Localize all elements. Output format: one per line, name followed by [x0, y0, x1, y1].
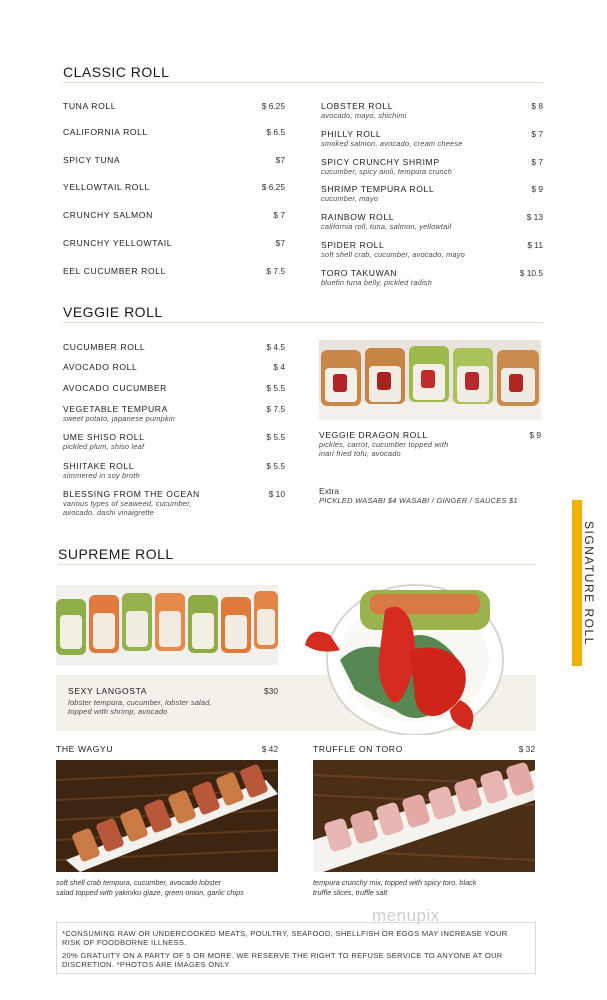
item-price: $ 7.5 — [266, 404, 285, 414]
item-price: $ 6.25 — [261, 101, 285, 111]
signature-roll-tab-bar — [572, 500, 582, 666]
notice-line: RISK OF FOODBORNE ILLNESS. — [62, 938, 187, 947]
item-price: $ 7 — [531, 157, 543, 167]
item-description: simmered in soy broth — [63, 471, 140, 480]
item-price: $ 5.5 — [266, 432, 285, 442]
item-description: various types of seaweed, cucumber, — [63, 499, 192, 508]
item-description: avocado, mayo, shichimi — [321, 111, 407, 120]
item-price: $ 5.5 — [266, 461, 285, 471]
menupix-watermark: menupix — [372, 906, 440, 925]
menu-item — [63, 489, 285, 517]
item-name: TUNA ROLL — [63, 101, 117, 111]
sexy-langosta-roll-photo — [56, 585, 278, 665]
item-price: $ 5.5 — [266, 383, 285, 393]
signature-roll-tab-label: SIGNATURE ROLL — [582, 520, 596, 646]
description-line: soft shell crab tempura, cucumber, avocado lobster — [56, 878, 222, 887]
item-name: SEXY LANGOSTA — [68, 686, 148, 696]
item-name: AVOCADO ROLL — [63, 362, 138, 372]
item-name: CRUNCHY YELLOWTAIL — [63, 238, 173, 248]
item-name: SPICY TUNA — [63, 155, 121, 165]
the-wagyu-roll — [56, 744, 278, 754]
item-name: AVOCADO CUCUMBER — [63, 383, 167, 393]
notice-line: DISCRETION. *PHOTOS ARE IMAGES ONLY — [62, 960, 230, 969]
truffle-on-toro-roll-photo — [313, 760, 535, 872]
item-price: $ 8 — [531, 101, 543, 111]
item-name: CALIFORNIA ROLL — [63, 127, 148, 137]
item-price: $ 4.5 — [266, 342, 285, 352]
supreme-roll-title: SUPREME ROLL — [58, 546, 174, 562]
item-description: inari fried tofu, avocado — [319, 449, 401, 458]
menu-item — [63, 155, 285, 165]
item-price: $ 7 — [273, 210, 285, 220]
item-name: SPICY CRUNCHY SHRIMP — [321, 157, 440, 167]
item-name: CUCUMBER ROLL — [63, 342, 146, 352]
item-price: $7 — [275, 238, 285, 248]
item-description: pickles, carrot, cucumber topped with — [319, 440, 449, 449]
item-description: soft shell crab, cucumber, avocado, mayo — [321, 250, 465, 259]
item-price: $7 — [275, 155, 285, 165]
wagyu-description — [56, 878, 244, 897]
menu-item — [321, 268, 543, 287]
menu-item — [63, 266, 285, 276]
truffle-on-toro-roll — [313, 744, 535, 754]
section-divider — [58, 564, 536, 565]
item-name: UME SHISO ROLL — [63, 432, 145, 442]
sexy-langosta-roll — [68, 686, 278, 716]
menu-item — [321, 129, 543, 148]
menu-item — [63, 432, 285, 451]
extra-label: Extra — [319, 486, 340, 496]
item-price: $ 10 — [268, 489, 285, 499]
item-name: VEGETABLE TEMPURA — [63, 404, 168, 414]
veggie-dragon-roll — [319, 430, 541, 458]
menu-item — [63, 238, 285, 248]
item-name: LOBSTER ROLL — [321, 101, 394, 111]
item-price: $30 — [264, 686, 278, 696]
menu-item — [321, 184, 543, 203]
item-name: SHRIMP TEMPURA ROLL — [321, 184, 435, 194]
menu-item — [63, 127, 285, 137]
item-price: $ 9 — [531, 184, 543, 194]
item-price: $ 32 — [518, 744, 535, 754]
description-line: truffle slices, truffle salt — [313, 887, 388, 897]
notice-line: 20% GRATUITY ON A PARTY OF 5 OR MORE. WE RESERVE THE RIGHT TO REFUSE SERVICE TO ANYONE AT OUR — [62, 951, 503, 960]
item-name: SPIDER ROLL — [321, 240, 385, 250]
item-name: YELLOWTAIL ROLL — [63, 182, 150, 192]
item-description: bluefin tuna belly, pickled radish — [321, 278, 433, 287]
menu-item — [63, 461, 285, 480]
item-description: cucumber, mayo — [321, 194, 379, 203]
item-description: cucumber, spicy aioli, tempura crunch — [321, 167, 453, 176]
item-description: topped with shrimp, avocado — [68, 707, 168, 716]
item-name: VEGGIE DRAGON ROLL — [319, 430, 428, 440]
menu-item — [63, 101, 285, 111]
item-price: $ 7 — [531, 129, 543, 139]
notice-line: *CONSUMING RAW OR UNDERCOOKED MEATS, POULTRY, SEAFOOD, SHELLFISH OR EGGS MAY INCREASE YOUR — [62, 929, 508, 938]
item-price: $ 6.5 — [266, 127, 285, 137]
item-description: pickled plum, shiso leaf — [63, 442, 145, 451]
classic-roll-title: CLASSIC ROLL — [63, 64, 170, 80]
extra-prices: PICKLED WASABI $4 WASABI / GINGER / SAUCES $1 — [319, 496, 518, 505]
lobster-plate-photo — [300, 580, 505, 735]
item-price: $ 11 — [527, 240, 543, 250]
section-divider — [63, 82, 543, 83]
menu-item — [63, 404, 285, 423]
item-price: $ 7.5 — [266, 266, 285, 276]
item-price: $ 42 — [261, 744, 278, 754]
menu-item — [321, 240, 543, 259]
item-name: SHIITAKE ROLL — [63, 461, 135, 471]
section-divider — [63, 322, 543, 323]
item-price: $ 10.5 — [519, 268, 543, 278]
item-name: RAINBOW ROLL — [321, 212, 395, 222]
item-name: PHILLY ROLL — [321, 129, 382, 139]
menu-item — [63, 182, 285, 192]
item-name: CRUNCHY SALMON — [63, 210, 153, 220]
item-name: BLESSING FROM THE OCEAN — [63, 489, 200, 499]
menu-item — [321, 101, 543, 120]
menu-item — [63, 362, 285, 372]
description-line: tempura crunchy mix, topped with spicy toro, black — [313, 878, 477, 887]
item-price: $ 6.25 — [261, 182, 285, 192]
item-description: sweet potato, japanese pumpkin — [63, 414, 176, 423]
menu-item — [63, 210, 285, 220]
item-description: smoked salmon, avocado, cream cheese — [321, 139, 463, 148]
veggie-roll-title: VEGGIE ROLL — [63, 304, 163, 320]
item-name: TRUFFLE ON TORO — [313, 744, 403, 754]
item-description: california roll, tuna, salmon, yellowtail — [321, 222, 452, 231]
item-price: $ 13 — [526, 212, 543, 222]
item-price: $ 9 — [529, 430, 541, 440]
menu-item — [63, 342, 285, 352]
menu-item — [63, 383, 285, 393]
item-name: THE WAGYU — [56, 744, 114, 754]
the-wagyu-roll-photo — [56, 760, 278, 872]
item-price: $ 4 — [273, 362, 285, 372]
menu-item — [321, 212, 543, 231]
item-description: lobster tempura, cucumber, lobster salad, — [68, 698, 212, 707]
menu-item — [321, 157, 543, 176]
veggie-dragon-roll-photo — [319, 340, 541, 420]
item-description: avocado, dashi vinaigrette — [63, 508, 155, 517]
consumer-notice — [56, 922, 536, 974]
truffle-description — [313, 878, 476, 897]
item-name: TORO TAKUWAN — [321, 268, 398, 278]
item-name: EEL CUCUMBER ROLL — [63, 266, 167, 276]
description-line: salad topped with yakiniku glaze, green onion, garlic chips — [56, 887, 244, 897]
